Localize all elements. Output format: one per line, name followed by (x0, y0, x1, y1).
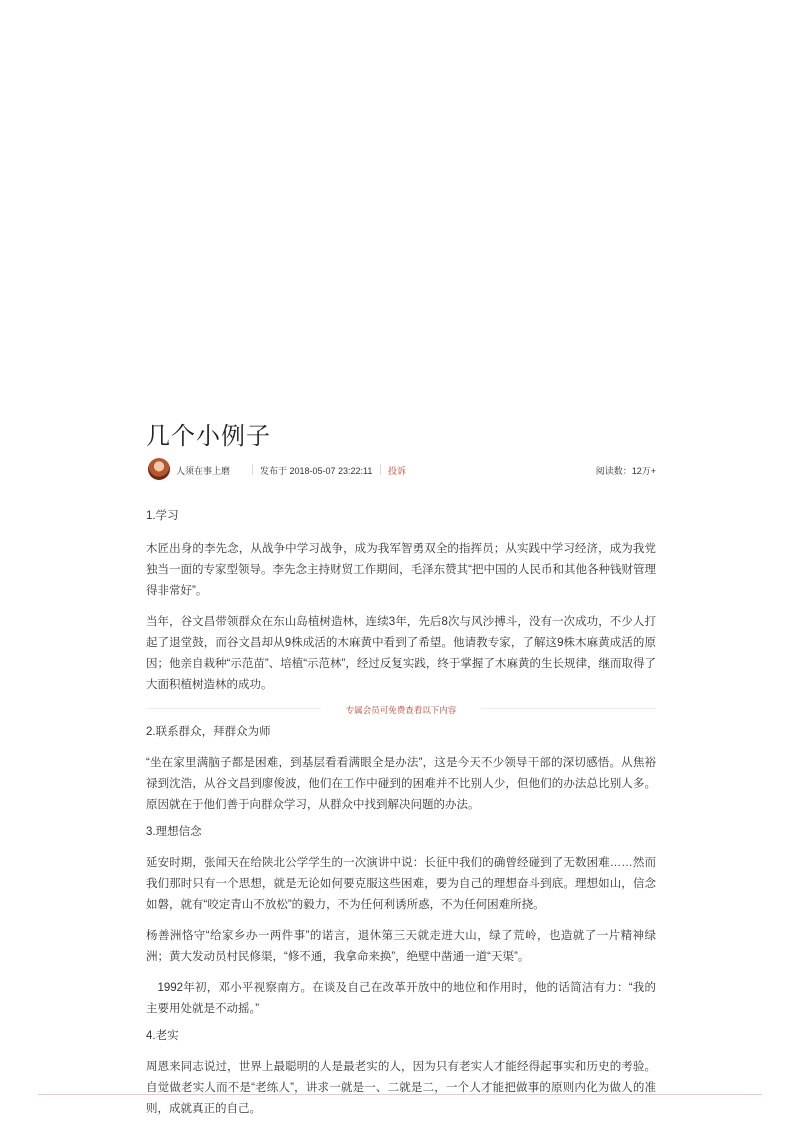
paragraph: 周恩来同志说过，世界上最聪明的人是最老实的人，因为只有老实人才能经得起事实和历史的考验。自觉做老实人而不是“老练人”，讲求一就是一、二就是二，一个人才能把做事的原则内化为做人的准则，成就真正的自己。 (146, 1061, 656, 1115)
paragraph: 杨善洲恪守“给家乡办一两件事”的诺言，退休第三天就走进大山，绿了荒岭，也造就了一片精神绿洲；黄大发动员村民修渠，“修不通，我拿命来换”，绝壁中凿通一道“天渠”。 (146, 930, 656, 963)
section-heading-honesty: 4.老实 (146, 1030, 179, 1042)
paragraph: 1992年初，邓小平视察南方。在谈及自己在改革开放中的地位和作用时，他的话简洁有力：“我的主要用处就是不动摇。” (146, 982, 656, 1015)
section-heading-ideals: 3.理想信念 (146, 826, 202, 838)
member-notice[interactable]: 专属会员可免费查看以下内容 (342, 702, 461, 718)
section-heading-study: 1.学习 (146, 510, 179, 522)
paragraph: 延安时期，张闻天在给陕北公学学生的一次演讲中说：长征中我们的确曾经碰到了无数困难……然而我们那时只有一个思想，就是无论如何要克服这些困难，要为自己的理想奋斗到底。理想如山，信念如磐，就有“咬定青山不放松”的毅力，不为任何利诱所惑，不为任何困难所挠。 (146, 857, 656, 911)
author-name[interactable]: 人须在事上磨 (176, 466, 231, 476)
paragraph: 木匠出身的李先念，从战争中学习战争，成为我军智勇双全的指挥员；从实践中学习经济，成为我党独当一面的专家型领导。李先念主持财贸工作期间，毛泽东赞其“把中国的人民币和其他各种钱财管理得非常好”。 (146, 543, 656, 597)
article (146, 420, 656, 1120)
article-meta (146, 458, 656, 484)
divider-line (146, 708, 321, 709)
meta-separator (252, 464, 253, 475)
section-heading-masses: 2.联系群众，拜群众为师 (146, 726, 271, 738)
read-count: 阅读数：12万+ (595, 466, 656, 476)
member-divider (146, 700, 656, 716)
avatar[interactable] (148, 458, 170, 480)
publish-time: 发布于 2018-05-07 23:22:11 (260, 466, 373, 476)
meta-separator (380, 464, 381, 475)
report-link[interactable]: 投诉 (388, 466, 407, 476)
footer-rule (38, 1094, 762, 1095)
paragraph: 当年，谷文昌带领群众在东山岛植树造林，连续3年，先后8次与风沙搏斗，没有一次成功，不少人打起了退堂鼓，而谷文昌却从9株成活的木麻黄中看到了希望。他请教专家，了解这9株木麻黄成活的原因；他亲自栽种“示范苗”、培植“示范林”，经过反复实践，终于掌握了木麻黄的生长规律，继而取得了大面积植树造林的成功。 (146, 616, 656, 691)
divider-line (481, 708, 656, 709)
article-title: 几个小例子 (146, 423, 271, 450)
paragraph: “坐在家里满脑子都是困难，到基层看看满眼全是办法”，这是今天不少领导干部的深切感悟。从焦裕禄到沈浩，从谷文昌到廖俊波，他们在工作中碰到的困难并不比别人少，但他们的办法总比别人多。原因就在于他们善于向群众学习，从群众中找到解决问题的办法。 (146, 757, 656, 811)
